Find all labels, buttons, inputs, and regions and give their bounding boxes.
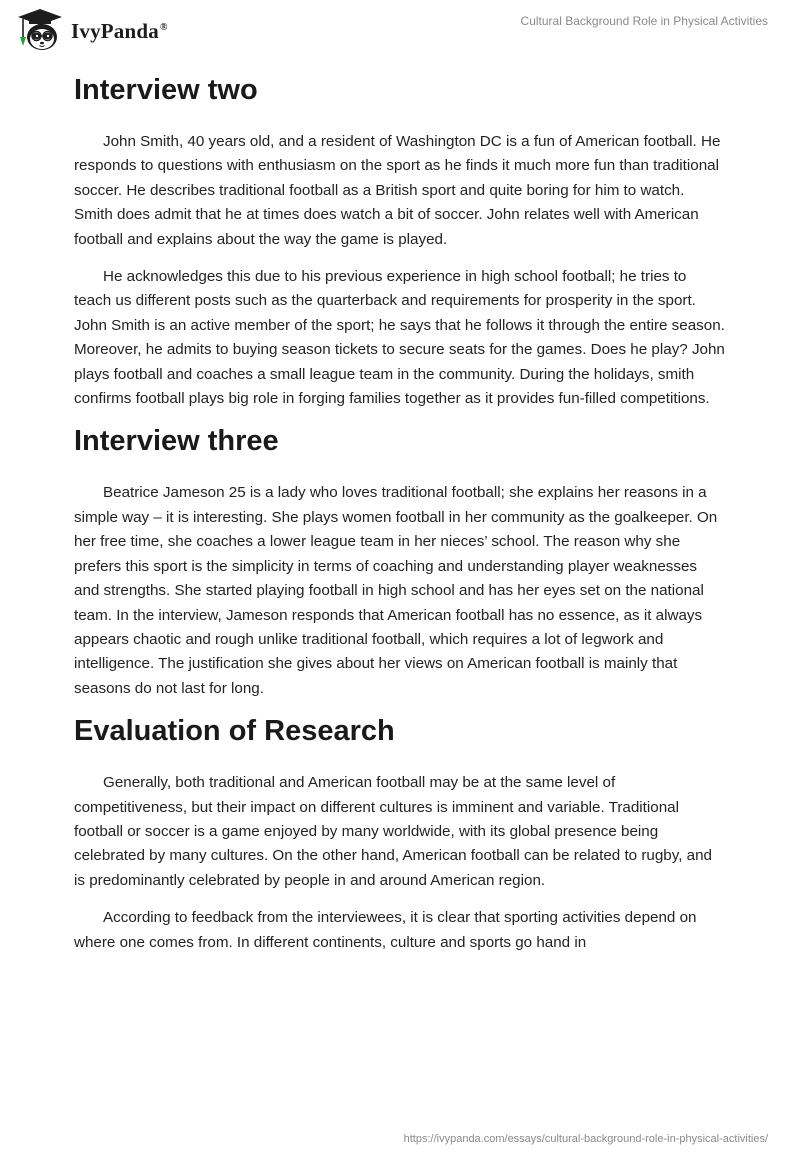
- paragraph: Generally, both traditional and American football may be at the same level of competitiveness, but their impact on different cultures is imminent and variable. Traditional football or soccer is a game enjoyed by many worldwide, with its global presence being celebrated by many cultures. On the other hand, American football can be related to rugby, and is predominantly celebrated by people in and around American region.: [74, 774, 712, 889]
- brand-name: IvyPanda®: [71, 18, 168, 43]
- source-url[interactable]: https://ivypanda.com/essays/cultural-background-role-in-physical-activities/: [403, 1133, 768, 1145]
- paragraph: Beatrice Jameson 25 is a lady who loves traditional football; she explains her reasons in a simple way – it is interesting. She plays women football in her community as the goalkeeper. On her free time, she coaches a lower league team in her nieces’ school. The reason why she prefers this sport is the simplicity in terms of coaching and understanding player weaknesses and strengths. She started playing football in high school and has her eyes set on the national team. In the interview, Jameson responds that American football has no essence, as it always appears chaotic and rough unlike traditional football, which requires a lot of legwork and intelligence. The justification she gives about her views on American football is mainly that seasons do not last for long.: [74, 484, 718, 697]
- section-heading: Interview two: [74, 74, 258, 106]
- paragraph: John Smith, 40 years old, and a resident of Washington DC is a fun of American football. He responds to questions with enthusiasm on the sport as he finds it much more fun than traditional soccer. He describes traditional football as a British sport and quite boring for him to watch. Smith does admit that he at times does watch a bit of soccer. John relates well with American football and explains about the way the game is played.: [74, 133, 721, 248]
- panda-graduate-icon: [15, 7, 65, 55]
- section-heading: Evaluation of Research: [74, 715, 395, 748]
- document-title: Cultural Background Role in Physical Activities: [520, 14, 768, 28]
- paragraph: He acknowledges this due to his previous experience in high school football; he tries to teach us different posts such as the quarterback and requirements for prosperity in the sport. John Smith is an active member of the sport; he says that he follows it through the entire season. Moreover, he admits to buying season tickets to secure seats for the games. Does he play? John plays football and coaches a small league team in the community. During the holidays, smith confirms football plays big role in forging families together as it provides fun-filled competitions.: [74, 268, 725, 408]
- paragraph: According to feedback from the interviewees, it is clear that sporting activities depend on where one comes from. In different continents, culture and sports go hand in: [74, 909, 697, 951]
- section-heading: Interview three: [74, 425, 279, 458]
- ivypanda-logo[interactable]: [15, 6, 168, 56]
- page-header: [0, 0, 800, 70]
- essay-content: [74, 68, 726, 955]
